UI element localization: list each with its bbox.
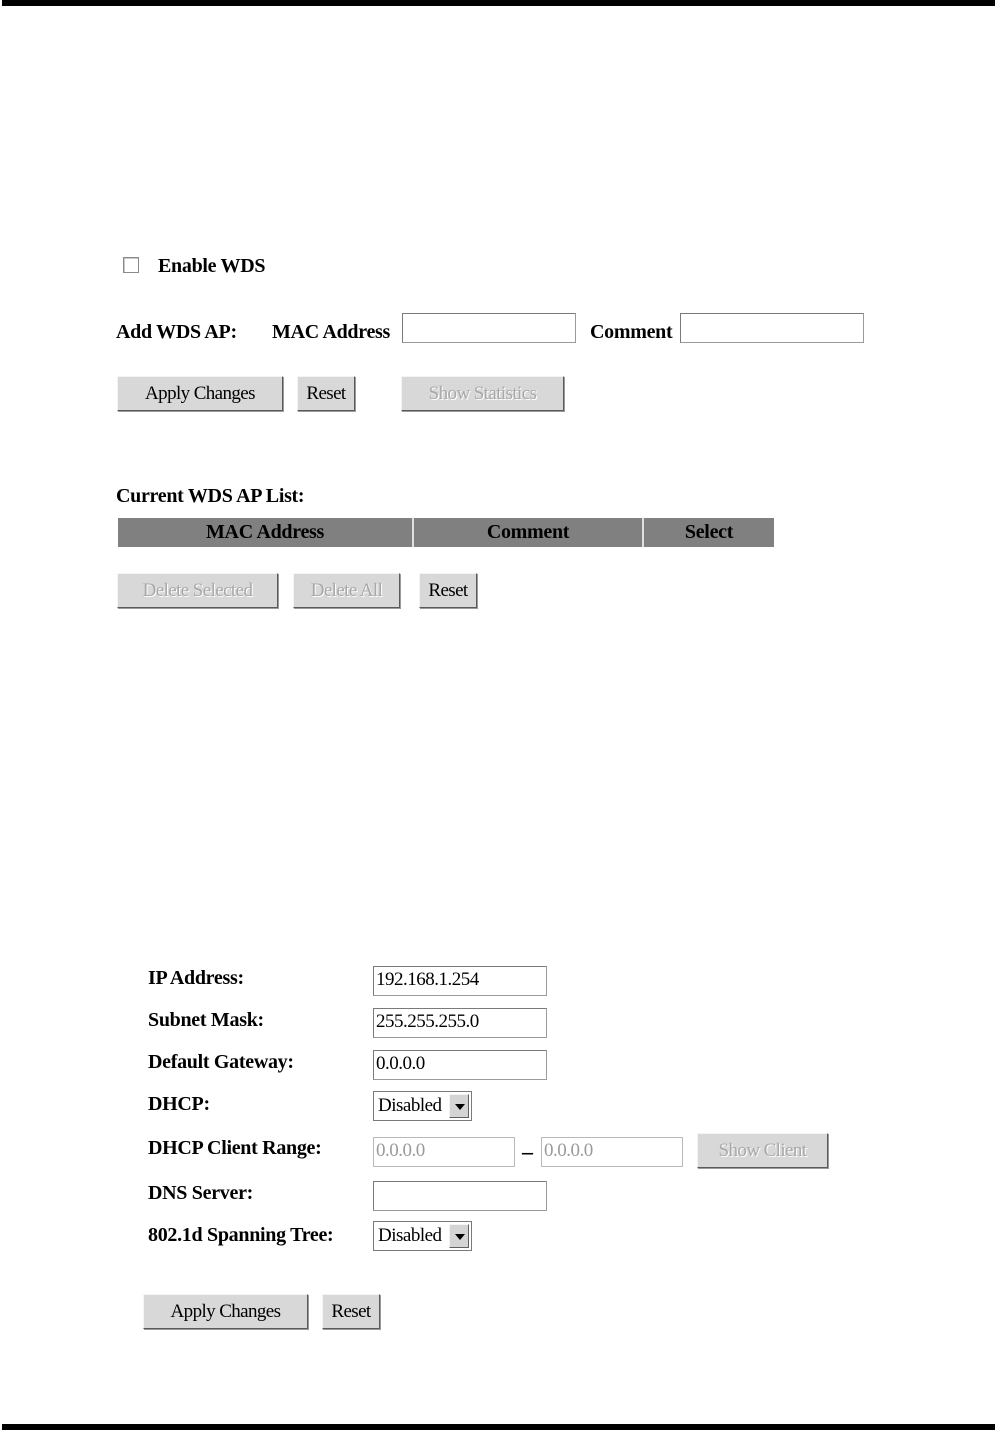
default-gateway-label: Default Gateway:	[148, 1051, 294, 1073]
add-wds-ap-label: Add WDS AP:	[116, 321, 237, 343]
spanning-tree-select[interactable]	[373, 1221, 472, 1251]
lan-apply-changes-button[interactable]: Apply Changes	[143, 1294, 308, 1329]
current-wds-ap-list-title: Current WDS AP List:	[116, 485, 305, 507]
enable-wds-label: Enable WDS	[158, 255, 266, 277]
column-mac-address: MAC Address	[118, 518, 414, 547]
delete-selected-button[interactable]: Delete Selected	[117, 573, 278, 608]
bottom-rule	[2, 1424, 995, 1430]
ip-address-label: IP Address:	[148, 967, 244, 989]
delete-all-button[interactable]: Delete All	[293, 573, 400, 608]
dhcp-selected-value: Disabled	[378, 1095, 442, 1116]
subnet-mask-input[interactable]: 255.255.255.0	[373, 1008, 547, 1038]
spanning-tree-selected-value: Disabled	[378, 1225, 442, 1246]
dhcp-label: DHCP:	[148, 1093, 210, 1115]
top-rule	[2, 0, 995, 6]
chevron-down-icon[interactable]	[449, 1224, 469, 1248]
dhcp-select[interactable]	[373, 1091, 472, 1121]
spanning-tree-label: 802.1d Spanning Tree:	[148, 1224, 334, 1246]
mac-address-label: MAC Address	[272, 321, 391, 343]
show-client-button[interactable]: Show Client	[697, 1133, 828, 1168]
enable-wds-checkbox[interactable]	[123, 257, 139, 273]
wds-list-reset-button[interactable]: Reset	[419, 573, 477, 608]
comment-input[interactable]	[680, 313, 864, 343]
wds-ap-table-header	[118, 518, 774, 547]
show-statistics-button[interactable]: Show Statistics	[401, 376, 564, 411]
lan-reset-button[interactable]: Reset	[322, 1294, 380, 1329]
column-comment: Comment	[414, 518, 644, 547]
wds-reset-button[interactable]: Reset	[297, 376, 355, 411]
chevron-down-icon[interactable]	[449, 1094, 469, 1118]
dhcp-client-range-label: DHCP Client Range:	[148, 1137, 322, 1159]
comment-label: Comment	[590, 321, 673, 343]
dns-server-input[interactable]	[373, 1181, 547, 1211]
default-gateway-input[interactable]: 0.0.0.0	[373, 1050, 547, 1080]
column-select: Select	[644, 518, 774, 547]
dhcp-range-end-input[interactable]: 0.0.0.0	[541, 1137, 683, 1167]
ip-address-input[interactable]: 192.168.1.254	[373, 966, 547, 996]
subnet-mask-label: Subnet Mask:	[148, 1009, 264, 1031]
dns-server-label: DNS Server:	[148, 1182, 254, 1204]
range-separator: –	[522, 1139, 533, 1164]
wds-apply-changes-button[interactable]: Apply Changes	[117, 376, 283, 411]
mac-address-input[interactable]	[402, 313, 576, 343]
dhcp-range-start-input[interactable]: 0.0.0.0	[373, 1137, 515, 1167]
